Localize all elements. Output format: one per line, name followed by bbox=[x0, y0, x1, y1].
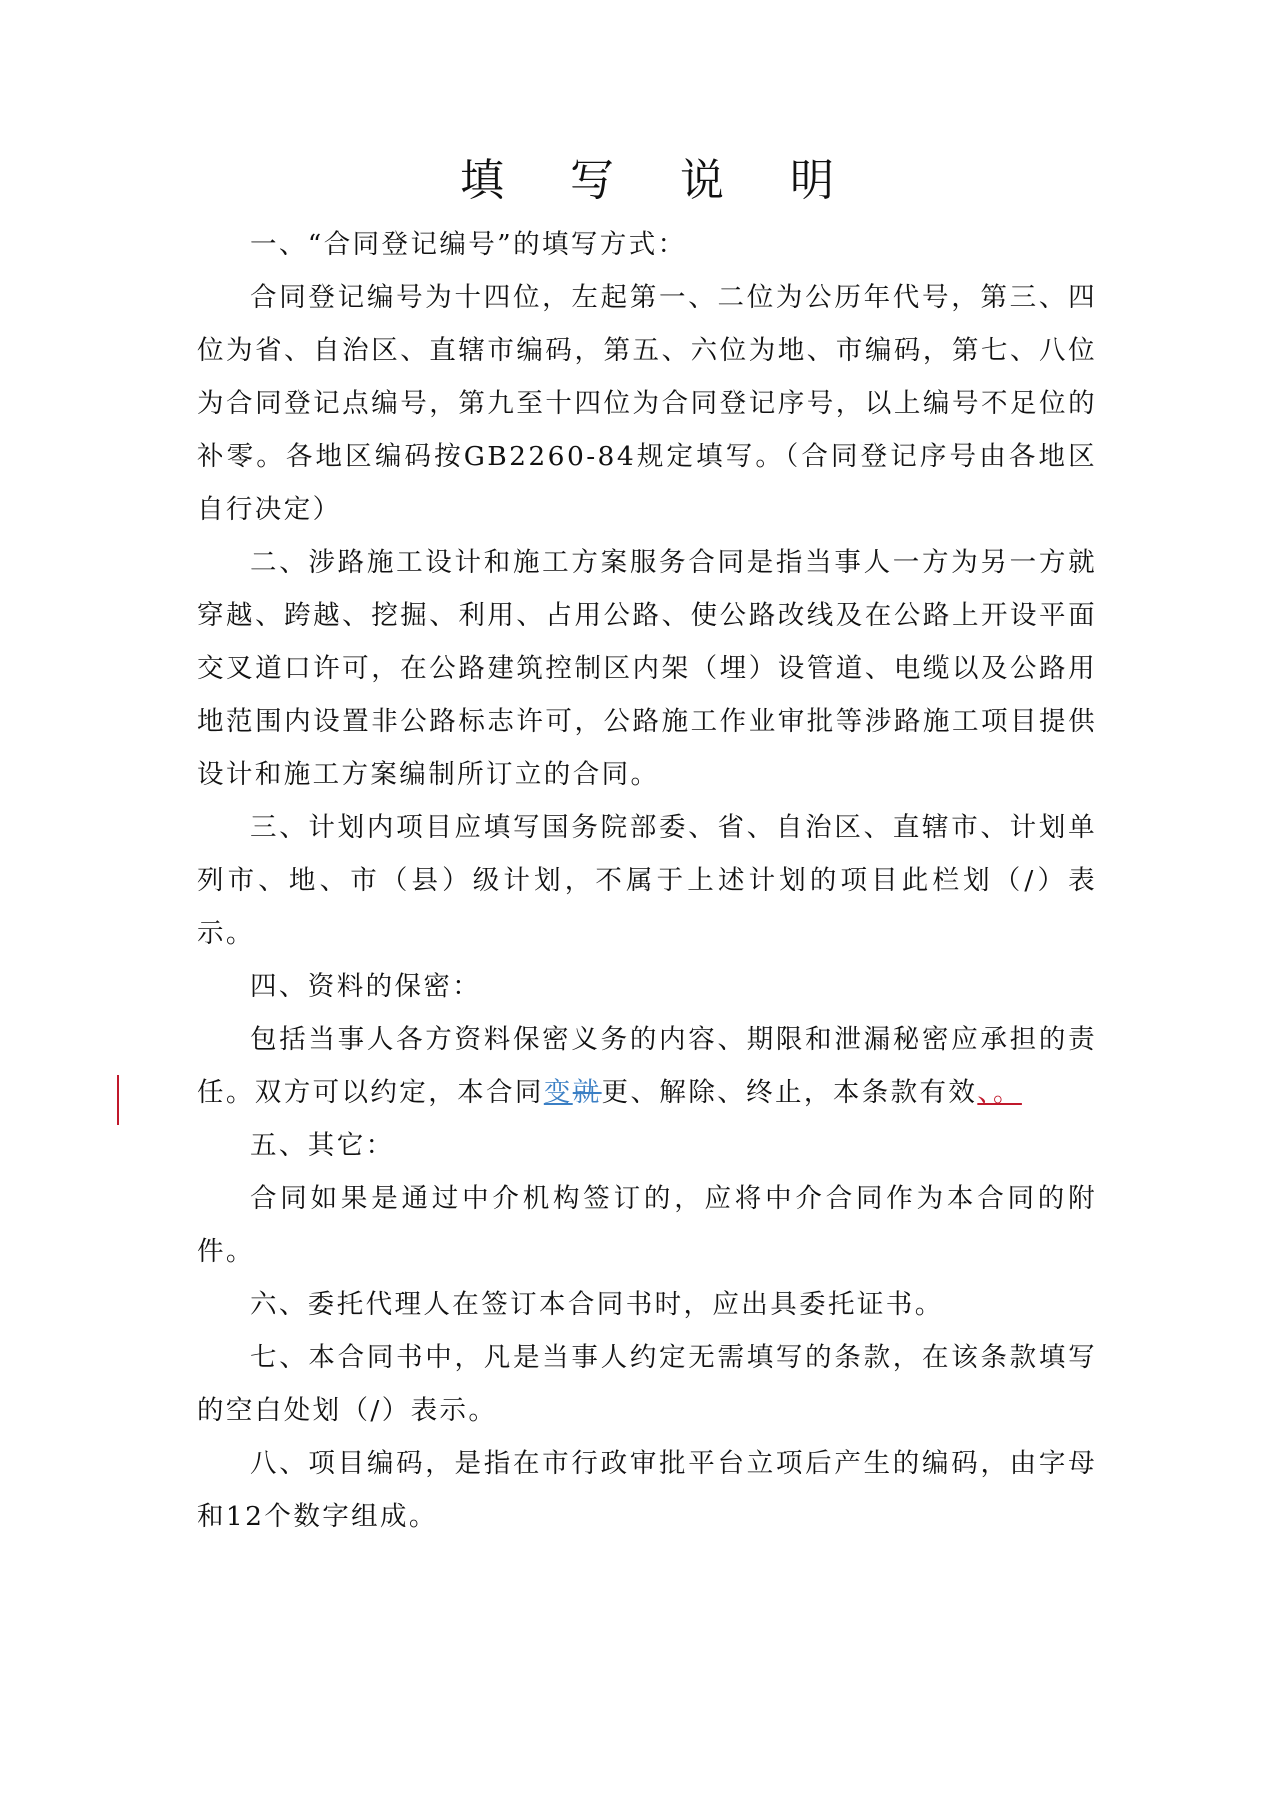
section-7-body: 七、本合同书中，凡是当事人约定无需填写的条款，在该条款填写的空白处划（/）表示。 bbox=[197, 1342, 1097, 1426]
revision-deletion: 就 bbox=[572, 1077, 602, 1108]
section-4-body bbox=[197, 1013, 1097, 1119]
section-4-text-a: 包括当事人各方资料保密义务的内容、期限和泄漏秘密应承担的责任。双方可以约定，本合同 bbox=[197, 1024, 1097, 1108]
revision-insertion: 变 bbox=[543, 1077, 573, 1108]
revision-punctuation: 、。 bbox=[977, 1077, 1022, 1108]
section-1-heading: 一、“合同登记编号”的填写方式： bbox=[250, 229, 687, 260]
section-4-text-b: 更、解除、终止，本条款有效 bbox=[601, 1077, 978, 1108]
revision-change-bar bbox=[117, 1075, 119, 1125]
section-6-body: 六、委托代理人在签订本合同书时，应出具委托证书。 bbox=[250, 1289, 944, 1320]
section-4-heading: 四、资料的保密： bbox=[250, 971, 482, 1002]
document-title: 填 写 说 明 bbox=[460, 155, 860, 206]
document-page bbox=[197, 150, 1097, 1543]
section-8-body: 八、项目编码，是指在市行政审批平台立项后产生的编码，由字母和12个数字组成。 bbox=[197, 1448, 1097, 1532]
section-1-body: 合同登记编号为十四位，左起第一、二位为公历年代号，第三、四位为省、自治区、直辖市编码，第五、六位为地、市编码，第七、八位为合同登记点编号，第九至十四位为合同登记序号，以上编号不足位的补零。各地区编码按GB2260-84规定填写。（合同登记序号由各地区自行决定） bbox=[197, 282, 1097, 525]
section-2-body: 二、涉路施工设计和施工方案服务合同是指当事人一方为另一方就穿越、跨越、挖掘、利用、占用公路、使公路改线及在公路上开设平面交叉道口许可，在公路建筑控制区内架（埋）设管道、电缆以及公路用地范围内设置非公路标志许可，公路施工作业审批等涉路施工项目提供设计和施工方案编制所订立的合同。 bbox=[197, 547, 1097, 790]
section-3-body: 三、计划内项目应填写国务院部委、省、自治区、直辖市、计划单列市、地、市（县）级计划，不属于上述计划的项目此栏划（/）表示。 bbox=[197, 812, 1097, 949]
section-5-heading: 五、其它： bbox=[250, 1130, 395, 1161]
section-5-body: 合同如果是通过中介机构签订的，应将中介合同作为本合同的附件。 bbox=[197, 1183, 1097, 1267]
